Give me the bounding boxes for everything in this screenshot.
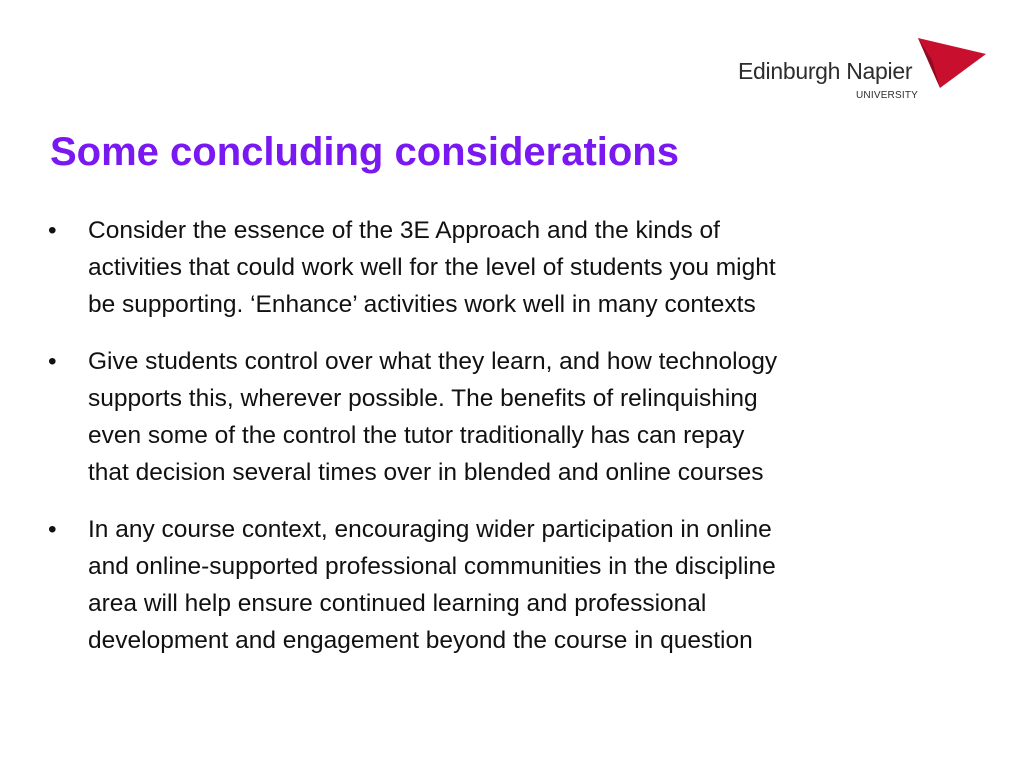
logo-triangle-icon <box>918 38 986 88</box>
logo-name: Edinburgh Napier <box>738 58 913 84</box>
bullet-text: Consider the essence of the 3E Approach and the kinds of activities that could work well for the level of students you might be supporting. ‘Enhance’ activities work well in many contexts <box>88 217 776 318</box>
bullet-dot-icon: • <box>48 217 57 244</box>
logo-subtitle: UNIVERSITY <box>856 90 919 101</box>
bullet-item <box>48 343 978 491</box>
bullet-item <box>48 212 978 323</box>
bullet-dot-icon: • <box>48 516 57 543</box>
bullet-text: In any course context, encouraging wider participation in online and online-supported professional communities in the discipline area will help ensure continued learning and professional development and engagement beyond the course in question <box>88 516 776 654</box>
bullet-list <box>48 212 978 679</box>
slide-title: Some concluding considerations <box>50 130 679 174</box>
bullet-dot-icon: • <box>48 348 57 375</box>
bullet-item <box>48 511 978 659</box>
bullet-text: Give students control over what they learn, and how technology supports this, wherever possible. The benefits of relinquishing even some of the control the tutor traditionally has can repay that decision several times over in blended and online courses <box>88 348 778 486</box>
university-logo <box>738 38 988 104</box>
